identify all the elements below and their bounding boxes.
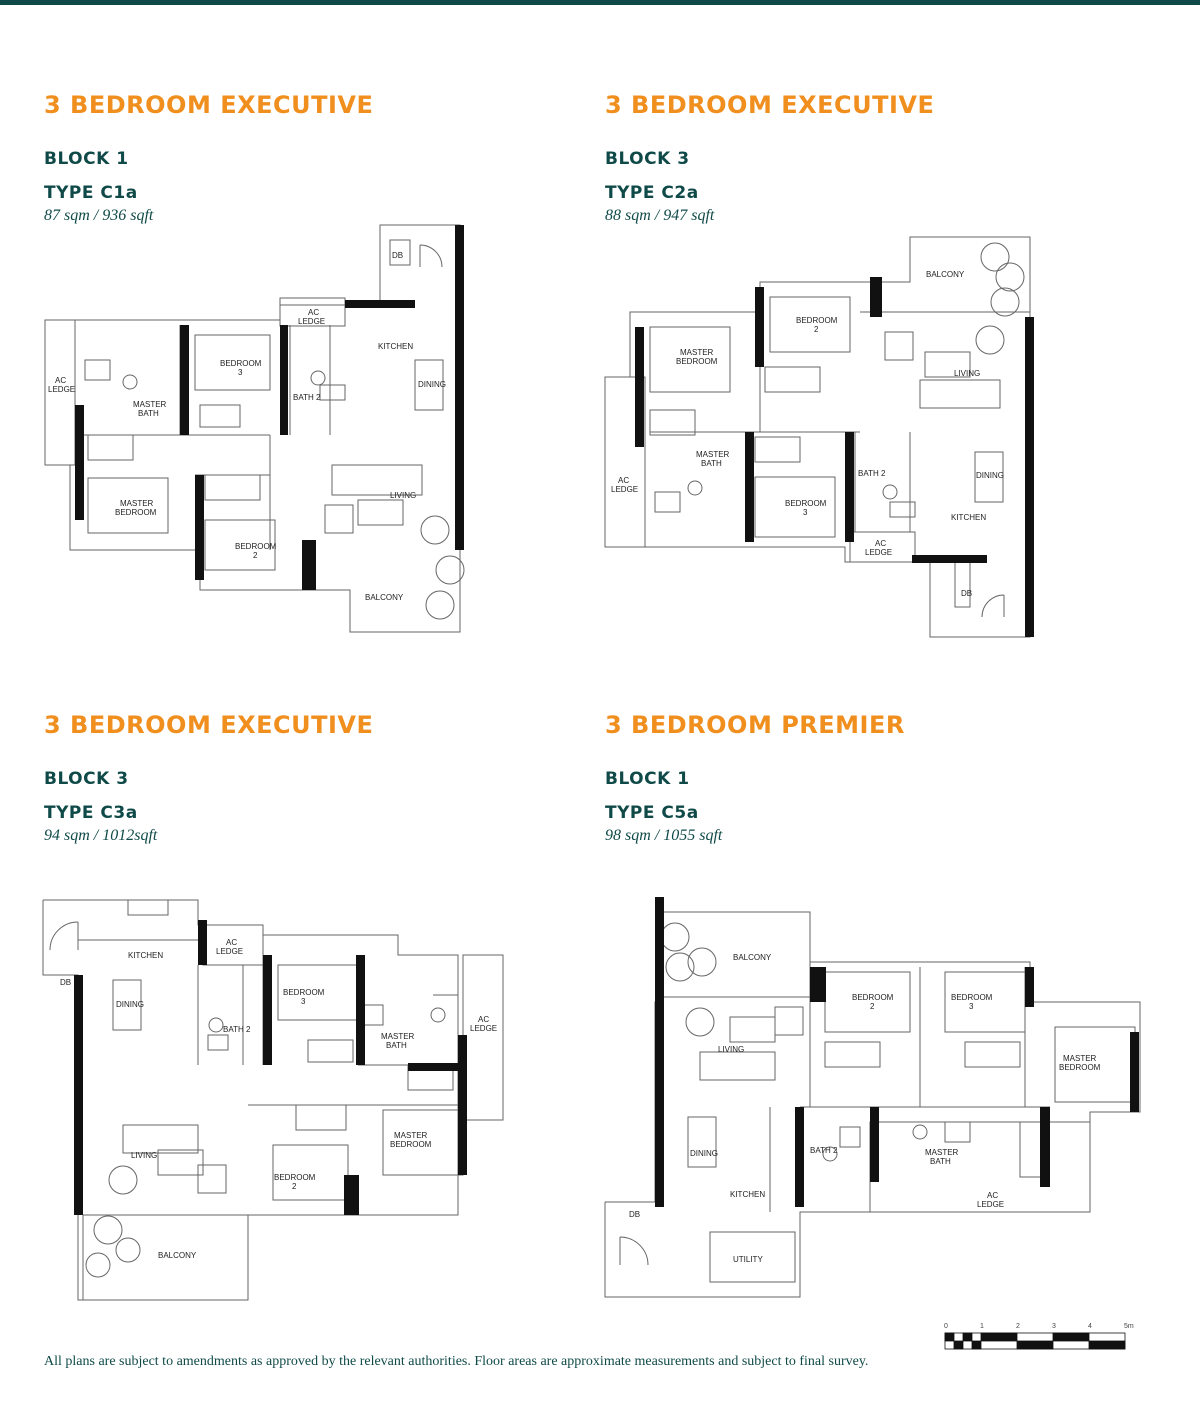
room-label: DINING: [418, 380, 446, 389]
room-label: 3: [238, 368, 243, 377]
sofa: [700, 1052, 775, 1080]
unit-type: TYPE C3a: [44, 803, 138, 823]
unit-area: 98 sqm / 1055 sqft: [605, 827, 723, 844]
unit-block: BLOCK 3: [44, 769, 129, 789]
room-label: BEDROOM: [274, 1173, 316, 1182]
room-label: BATH: [386, 1041, 407, 1050]
ac-ledge-right: [463, 955, 503, 1120]
room-label: BATH: [930, 1157, 951, 1166]
room-label: DINING: [976, 471, 1004, 480]
room-label: 2: [814, 325, 819, 334]
wall: [845, 432, 854, 542]
floor-plan-c2a: [600, 232, 1040, 642]
room-label: BEDROOM: [390, 1140, 432, 1149]
unit-area: 94 sqm / 1012sqft: [44, 827, 158, 844]
room-label: LEDGE: [298, 317, 326, 326]
room-label: 2: [870, 1002, 875, 1011]
wall: [912, 555, 987, 563]
unit-category: 3 BEDROOM EXECUTIVE: [44, 711, 374, 739]
room-label: LIVING: [131, 1151, 158, 1160]
plan-outline: [45, 225, 460, 632]
wall: [345, 300, 415, 308]
wall: [408, 1063, 458, 1071]
room-label: MASTER: [1063, 1054, 1097, 1063]
unit-type: TYPE C1a: [44, 183, 138, 203]
room-label: MASTER: [925, 1148, 959, 1157]
room-label: DB: [629, 1210, 641, 1219]
room-label: AC: [618, 476, 630, 485]
room-label: BATH 2: [858, 469, 886, 478]
room-label: BEDROOM: [796, 316, 838, 325]
room-label: BEDROOM: [1059, 1063, 1101, 1072]
armchair: [325, 505, 353, 533]
wall: [1025, 967, 1034, 1007]
room-label: BATH 2: [293, 393, 321, 402]
room-label: MASTER: [133, 400, 167, 409]
wall: [263, 955, 272, 1065]
scale-tick-label: 2: [1016, 1323, 1020, 1330]
scale-tick-label: 1: [980, 1323, 984, 1330]
room-label: LIVING: [954, 369, 981, 378]
coffee-table: [730, 1017, 775, 1042]
room-label: MASTER: [120, 499, 154, 508]
room-label: DB: [60, 978, 72, 987]
wall: [755, 287, 764, 367]
unit-category: 3 BEDROOM PREMIER: [605, 711, 905, 739]
room-label: BEDROOM: [220, 359, 262, 368]
wall: [455, 225, 464, 550]
dining-table: [688, 1117, 716, 1167]
room-label: MASTER: [394, 1131, 428, 1140]
room-label: BATH 2: [810, 1146, 838, 1155]
unit-block: BLOCK 1: [605, 769, 690, 789]
room-label: BEDROOM: [785, 499, 827, 508]
sofa: [123, 1125, 198, 1153]
armchair: [198, 1165, 226, 1193]
armchair: [775, 1007, 803, 1035]
room-label: 3: [969, 1002, 974, 1011]
wall: [280, 325, 288, 435]
room-label: BALCONY: [926, 270, 965, 279]
scale-checker: [945, 1333, 1125, 1349]
room-label: LIVING: [390, 491, 417, 500]
room-label: LEDGE: [865, 548, 893, 557]
ac-ledge: [870, 1122, 1090, 1212]
wall: [74, 975, 83, 1215]
room-label: KITCHEN: [730, 1190, 766, 1199]
unit-type: TYPE C5a: [605, 803, 699, 823]
room-label: 2: [292, 1182, 297, 1191]
wall: [1040, 1107, 1050, 1187]
room-label: BEDROOM: [951, 993, 993, 1002]
wall: [356, 955, 365, 1065]
room-label: LEDGE: [48, 385, 76, 394]
wall: [1130, 1032, 1139, 1112]
room-label: DINING: [690, 1149, 718, 1158]
room-label: KITCHEN: [128, 951, 164, 960]
room-label: BEDROOM: [676, 357, 718, 366]
room-label: LEDGE: [470, 1024, 498, 1033]
room-label: KITCHEN: [951, 513, 987, 522]
room-label: AC: [875, 539, 887, 548]
wall: [870, 277, 882, 317]
room-label: BATH: [138, 409, 159, 418]
unit-area: 87 sqm / 936 sqft: [44, 207, 154, 224]
bed-3: [945, 972, 1025, 1032]
armchair: [885, 332, 913, 360]
room-label: AC: [226, 938, 238, 947]
room-label: LEDGE: [977, 1200, 1005, 1209]
wall: [635, 327, 644, 447]
room-label: DB: [961, 589, 973, 598]
room-label: DB: [392, 251, 404, 260]
floor-plan-c1a: [40, 220, 480, 645]
wall: [795, 1107, 804, 1207]
room-label: BEDROOM: [852, 993, 894, 1002]
wall: [180, 325, 189, 435]
room-label: MASTER: [381, 1032, 415, 1041]
room-label: AC: [55, 376, 67, 385]
floor-plan-c5a: [600, 892, 1145, 1302]
plan-outline: [43, 900, 458, 1300]
room-label: LIVING: [718, 1045, 745, 1054]
room-label: BATH: [701, 459, 722, 468]
room-label: AC: [308, 308, 320, 317]
coffee-table: [358, 500, 403, 525]
wall: [302, 540, 316, 590]
scale-bar: [944, 1320, 1144, 1352]
top-rule: [0, 0, 1200, 5]
floor-plan-c3a: [38, 895, 513, 1305]
disclaimer-footnote: All plans are subject to amendments as approved by the relevant authorities. Floor areas are approximate measurements and subject to final survey.: [44, 1354, 869, 1369]
room-label: BEDROOM: [115, 508, 157, 517]
room-label: UTILITY: [733, 1255, 763, 1264]
wall: [344, 1175, 359, 1215]
wall: [810, 967, 826, 1002]
room-label: BALCONY: [733, 953, 772, 962]
room-label: LEDGE: [216, 947, 244, 956]
room-label: AC: [987, 1191, 999, 1200]
room-label: LEDGE: [611, 485, 639, 494]
room-label: 2: [253, 551, 258, 560]
room-label: 3: [301, 997, 306, 1006]
room-label: 3: [803, 508, 808, 517]
scale-tick-label: 3: [1052, 1323, 1056, 1330]
room-label: KITCHEN: [378, 342, 414, 351]
unit-category: 3 BEDROOM EXECUTIVE: [605, 91, 935, 119]
wall: [1025, 317, 1034, 637]
wall: [745, 432, 754, 542]
room-label: BEDROOM: [283, 988, 325, 997]
room-label: BEDROOM: [235, 542, 277, 551]
room-label: MASTER: [680, 348, 714, 357]
scale-tick-label: 5m: [1124, 1323, 1134, 1330]
scale-tick-label: 4: [1088, 1323, 1092, 1330]
wall: [198, 920, 207, 965]
unit-block: BLOCK 3: [605, 149, 690, 169]
wall: [655, 897, 664, 1207]
room-label: BATH 2: [223, 1025, 251, 1034]
coffee-table: [158, 1150, 203, 1175]
room-label: BALCONY: [158, 1251, 197, 1260]
sofa: [920, 380, 1000, 408]
scale-tick-label: 0: [944, 1323, 948, 1330]
unit-type: TYPE C2a: [605, 183, 699, 203]
unit-area: 88 sqm / 947 sqft: [605, 207, 715, 224]
unit-block: BLOCK 1: [44, 149, 129, 169]
room-label: MASTER: [696, 450, 730, 459]
wall: [195, 475, 204, 580]
room-label: AC: [478, 1015, 490, 1024]
room-label: DINING: [116, 1000, 144, 1009]
unit-category: 3 BEDROOM EXECUTIVE: [44, 91, 374, 119]
wall: [75, 405, 84, 520]
wall: [870, 1107, 879, 1182]
bed-2: [825, 972, 910, 1032]
wall: [458, 1035, 467, 1175]
room-label: BALCONY: [365, 593, 404, 602]
plan-outline: [605, 912, 1140, 1297]
